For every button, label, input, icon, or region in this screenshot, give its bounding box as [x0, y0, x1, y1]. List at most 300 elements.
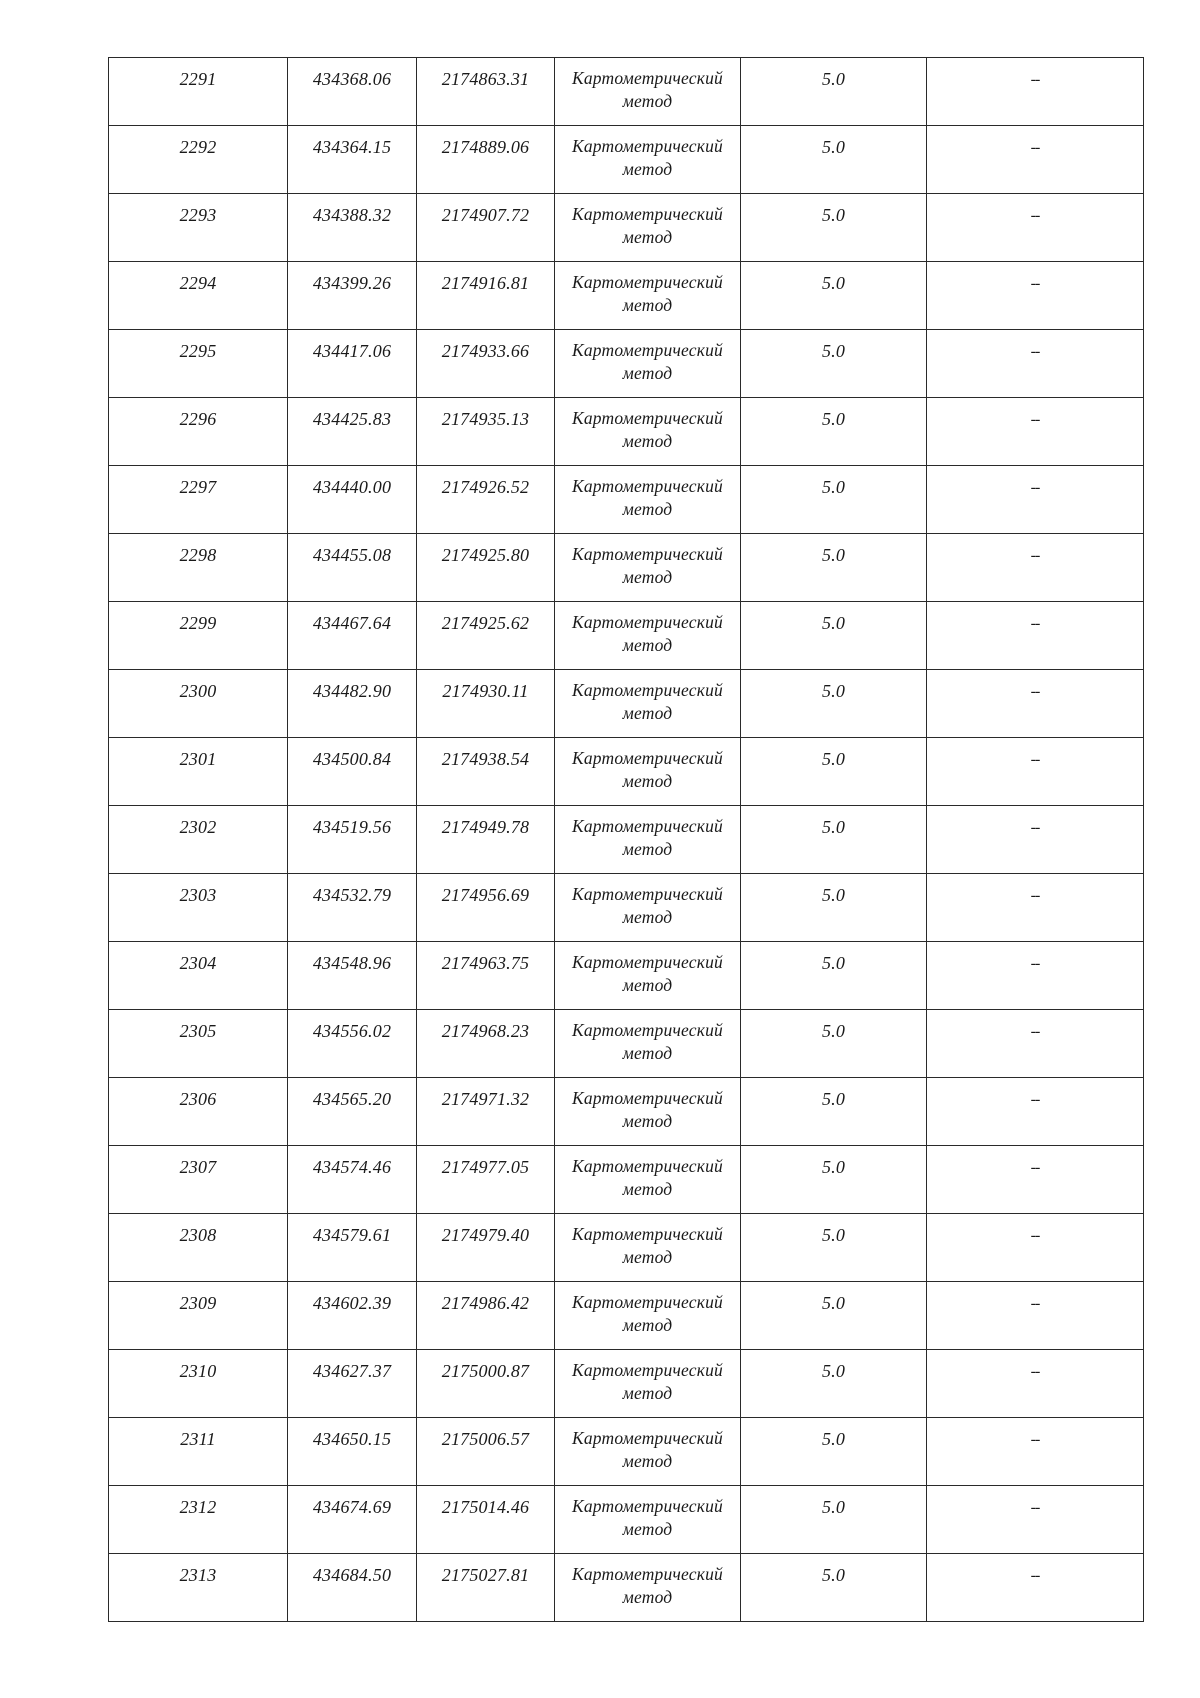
table-row [109, 1350, 1144, 1418]
y-coordinate-cell-text: 2174863.31 [441, 69, 530, 89]
point-number-cell [109, 194, 288, 262]
table-row [109, 1418, 1144, 1486]
method-cell [555, 466, 741, 534]
note-cell [927, 670, 1144, 738]
method-cell-text: Картометрический метод [572, 204, 723, 247]
method-cell-text: Картометрический метод [572, 816, 723, 859]
point-number-cell-text: 2307 [179, 1157, 217, 1177]
method-cell-text: Картометрический метод [572, 612, 723, 655]
table-row [109, 466, 1144, 534]
method-cell [555, 942, 741, 1010]
note-cell [927, 1282, 1144, 1350]
note-cell-text: -- [1030, 1227, 1040, 1244]
point-number-cell [109, 1418, 288, 1486]
accuracy-cell [741, 1010, 927, 1078]
table-row [109, 262, 1144, 330]
method-cell [555, 58, 741, 126]
y-coordinate-cell-text: 2174925.62 [441, 613, 530, 633]
accuracy-cell-text: 5.0 [821, 1497, 846, 1517]
y-coordinate-cell-text: 2174977.05 [441, 1157, 530, 1177]
y-coordinate-cell [417, 1486, 555, 1554]
point-number-cell [109, 58, 288, 126]
x-coordinate-cell-text: 434674.69 [312, 1497, 392, 1517]
note-cell [927, 1078, 1144, 1146]
accuracy-cell-text: 5.0 [821, 1157, 846, 1177]
accuracy-cell-text: 5.0 [821, 1565, 846, 1585]
point-number-cell [109, 602, 288, 670]
x-coordinate-cell [288, 806, 417, 874]
table-row [109, 738, 1144, 806]
accuracy-cell-text: 5.0 [821, 1429, 846, 1449]
method-cell [555, 1214, 741, 1282]
point-number-cell [109, 1554, 288, 1622]
x-coordinate-cell [288, 942, 417, 1010]
point-number-cell [109, 262, 288, 330]
point-number-cell-text: 2293 [179, 205, 217, 225]
point-number-cell [109, 398, 288, 466]
point-number-cell [109, 534, 288, 602]
method-cell-text: Картометрический метод [572, 408, 723, 451]
accuracy-cell-text: 5.0 [821, 749, 846, 769]
accuracy-cell-text: 5.0 [821, 137, 846, 157]
accuracy-cell [741, 874, 927, 942]
point-number-cell [109, 1010, 288, 1078]
x-coordinate-cell [288, 466, 417, 534]
point-number-cell [109, 1078, 288, 1146]
x-coordinate-cell-text: 434467.64 [312, 613, 392, 633]
y-coordinate-cell-text: 2174889.06 [441, 137, 530, 157]
note-cell [927, 330, 1144, 398]
note-cell [927, 1486, 1144, 1554]
table-row [109, 194, 1144, 262]
point-number-cell-text: 2301 [179, 749, 217, 769]
method-cell-text: Картометрический метод [572, 1428, 723, 1471]
point-number-cell-text: 2311 [180, 1429, 216, 1449]
y-coordinate-cell [417, 1554, 555, 1622]
table-row [109, 874, 1144, 942]
y-coordinate-cell-text: 2174949.78 [441, 817, 530, 837]
y-coordinate-cell [417, 1418, 555, 1486]
x-coordinate-cell-text: 434574.46 [312, 1157, 392, 1177]
accuracy-cell [741, 670, 927, 738]
y-coordinate-cell [417, 1350, 555, 1418]
y-coordinate-cell-text: 2175000.87 [441, 1361, 530, 1381]
y-coordinate-cell-text: 2174963.75 [441, 953, 530, 973]
table-row [109, 1214, 1144, 1282]
method-cell [555, 126, 741, 194]
note-cell-text: -- [1030, 343, 1040, 360]
note-cell [927, 738, 1144, 806]
note-cell [927, 1554, 1144, 1622]
point-number-cell-text: 2300 [179, 681, 217, 701]
method-cell [555, 806, 741, 874]
table-row [109, 58, 1144, 126]
accuracy-cell [741, 398, 927, 466]
point-number-cell [109, 466, 288, 534]
y-coordinate-cell-text: 2174986.42 [441, 1293, 530, 1313]
y-coordinate-cell [417, 1078, 555, 1146]
y-coordinate-cell [417, 1010, 555, 1078]
point-number-cell [109, 738, 288, 806]
method-cell-text: Картометрический метод [572, 544, 723, 587]
table-row [109, 126, 1144, 194]
method-cell [555, 1282, 741, 1350]
accuracy-cell-text: 5.0 [821, 273, 846, 293]
note-cell-text: -- [1030, 1499, 1040, 1516]
x-coordinate-cell [288, 670, 417, 738]
note-cell-text: -- [1030, 479, 1040, 496]
note-cell [927, 1010, 1144, 1078]
y-coordinate-cell-text: 2174933.66 [441, 341, 530, 361]
point-number-cell [109, 670, 288, 738]
method-cell [555, 330, 741, 398]
method-cell-text: Картометрический метод [572, 136, 723, 179]
method-cell [555, 1554, 741, 1622]
y-coordinate-cell [417, 738, 555, 806]
method-cell [555, 602, 741, 670]
table-row [109, 330, 1144, 398]
y-coordinate-cell-text: 2175014.46 [441, 1497, 530, 1517]
method-cell [555, 670, 741, 738]
point-number-cell-text: 2298 [179, 545, 217, 565]
x-coordinate-cell-text: 434482.90 [312, 681, 392, 701]
method-cell [555, 194, 741, 262]
method-cell-text: Картометрический метод [572, 1156, 723, 1199]
y-coordinate-cell-text: 2175006.57 [441, 1429, 530, 1449]
accuracy-cell [741, 466, 927, 534]
x-coordinate-cell-text: 434579.61 [312, 1225, 392, 1245]
table-row [109, 1146, 1144, 1214]
accuracy-cell [741, 1078, 927, 1146]
method-cell [555, 1350, 741, 1418]
y-coordinate-cell-text: 2174925.80 [441, 545, 530, 565]
method-cell-text: Картометрический метод [572, 272, 723, 315]
x-coordinate-cell-text: 434440.00 [312, 477, 392, 497]
method-cell [555, 874, 741, 942]
method-cell-text: Картометрический метод [572, 680, 723, 723]
y-coordinate-cell-text: 2174907.72 [441, 205, 530, 225]
point-number-cell [109, 874, 288, 942]
point-number-cell [109, 1282, 288, 1350]
y-coordinate-cell [417, 942, 555, 1010]
point-number-cell-text: 2296 [179, 409, 217, 429]
note-cell [927, 534, 1144, 602]
point-number-cell-text: 2303 [179, 885, 217, 905]
accuracy-cell-text: 5.0 [821, 1293, 846, 1313]
point-number-cell [109, 942, 288, 1010]
note-cell-text: -- [1030, 275, 1040, 292]
point-number-cell [109, 1350, 288, 1418]
table-row [109, 670, 1144, 738]
x-coordinate-cell [288, 58, 417, 126]
x-coordinate-cell [288, 602, 417, 670]
accuracy-cell-text: 5.0 [821, 409, 846, 429]
x-coordinate-cell [288, 874, 417, 942]
point-number-cell [109, 1486, 288, 1554]
y-coordinate-cell [417, 1282, 555, 1350]
point-number-cell [109, 1214, 288, 1282]
y-coordinate-cell [417, 806, 555, 874]
coordinates-table [108, 57, 1144, 1622]
table-row [109, 942, 1144, 1010]
x-coordinate-cell [288, 126, 417, 194]
x-coordinate-cell-text: 434565.20 [312, 1089, 392, 1109]
method-cell [555, 1146, 741, 1214]
accuracy-cell-text: 5.0 [821, 681, 846, 701]
x-coordinate-cell-text: 434388.32 [312, 205, 392, 225]
point-number-cell-text: 2295 [179, 341, 217, 361]
point-number-cell-text: 2309 [179, 1293, 217, 1313]
method-cell-text: Картометрический метод [572, 1020, 723, 1063]
point-number-cell [109, 330, 288, 398]
point-number-cell-text: 2299 [179, 613, 217, 633]
note-cell [927, 942, 1144, 1010]
x-coordinate-cell-text: 434556.02 [312, 1021, 392, 1041]
x-coordinate-cell-text: 434455.08 [312, 545, 392, 565]
note-cell-text: -- [1030, 1091, 1040, 1108]
x-coordinate-cell-text: 434548.96 [312, 953, 392, 973]
y-coordinate-cell [417, 874, 555, 942]
accuracy-cell [741, 1554, 927, 1622]
method-cell-text: Картометрический метод [572, 1564, 723, 1607]
x-coordinate-cell [288, 1486, 417, 1554]
accuracy-cell-text: 5.0 [821, 885, 846, 905]
note-cell-text: -- [1030, 1363, 1040, 1380]
method-cell [555, 1418, 741, 1486]
method-cell-text: Картометрический метод [572, 748, 723, 791]
note-cell [927, 126, 1144, 194]
note-cell [927, 602, 1144, 670]
point-number-cell-text: 2312 [179, 1497, 217, 1517]
method-cell [555, 534, 741, 602]
point-number-cell [109, 126, 288, 194]
note-cell-text: -- [1030, 955, 1040, 972]
method-cell-text: Картометрический метод [572, 68, 723, 111]
x-coordinate-cell [288, 1282, 417, 1350]
x-coordinate-cell [288, 534, 417, 602]
x-coordinate-cell [288, 738, 417, 806]
method-cell [555, 1078, 741, 1146]
x-coordinate-cell-text: 434417.06 [312, 341, 392, 361]
accuracy-cell-text: 5.0 [821, 953, 846, 973]
x-coordinate-cell [288, 1146, 417, 1214]
accuracy-cell [741, 1418, 927, 1486]
accuracy-cell-text: 5.0 [821, 1021, 846, 1041]
method-cell-text: Картометрический метод [572, 1360, 723, 1403]
accuracy-cell [741, 602, 927, 670]
table-row [109, 806, 1144, 874]
x-coordinate-cell-text: 434425.83 [312, 409, 392, 429]
accuracy-cell [741, 58, 927, 126]
note-cell-text: -- [1030, 207, 1040, 224]
y-coordinate-cell [417, 262, 555, 330]
x-coordinate-cell [288, 194, 417, 262]
accuracy-cell [741, 1486, 927, 1554]
method-cell-text: Картометрический метод [572, 1224, 723, 1267]
x-coordinate-cell-text: 434399.26 [312, 273, 392, 293]
table-row [109, 1282, 1144, 1350]
note-cell-text: -- [1030, 411, 1040, 428]
y-coordinate-cell [417, 602, 555, 670]
x-coordinate-cell [288, 1078, 417, 1146]
note-cell-text: -- [1030, 1295, 1040, 1312]
y-coordinate-cell [417, 194, 555, 262]
y-coordinate-cell-text: 2174968.23 [441, 1021, 530, 1041]
note-cell [927, 1214, 1144, 1282]
accuracy-cell-text: 5.0 [821, 1225, 846, 1245]
accuracy-cell [741, 534, 927, 602]
accuracy-cell-text: 5.0 [821, 205, 846, 225]
method-cell-text: Картометрический метод [572, 1496, 723, 1539]
y-coordinate-cell-text: 2174926.52 [441, 477, 530, 497]
accuracy-cell [741, 262, 927, 330]
point-number-cell-text: 2302 [179, 817, 217, 837]
point-number-cell-text: 2310 [179, 1361, 217, 1381]
method-cell-text: Картометрический метод [572, 884, 723, 927]
x-coordinate-cell [288, 398, 417, 466]
note-cell-text: -- [1030, 683, 1040, 700]
table-row [109, 1078, 1144, 1146]
point-number-cell-text: 2297 [179, 477, 217, 497]
method-cell-text: Картометрический метод [572, 340, 723, 383]
y-coordinate-cell-text: 2174971.32 [441, 1089, 530, 1109]
note-cell-text: -- [1030, 547, 1040, 564]
x-coordinate-cell [288, 1350, 417, 1418]
y-coordinate-cell [417, 126, 555, 194]
note-cell [927, 1418, 1144, 1486]
note-cell [927, 58, 1144, 126]
note-cell-text: -- [1030, 1023, 1040, 1040]
note-cell [927, 466, 1144, 534]
accuracy-cell [741, 1350, 927, 1418]
accuracy-cell [741, 330, 927, 398]
accuracy-cell [741, 1214, 927, 1282]
accuracy-cell [741, 126, 927, 194]
table-row [109, 1486, 1144, 1554]
note-cell-text: -- [1030, 139, 1040, 156]
method-cell [555, 262, 741, 330]
accuracy-cell-text: 5.0 [821, 1361, 846, 1381]
x-coordinate-cell-text: 434684.50 [312, 1565, 392, 1585]
y-coordinate-cell-text: 2174916.81 [441, 273, 530, 293]
note-cell-text: -- [1030, 71, 1040, 88]
x-coordinate-cell-text: 434532.79 [312, 885, 392, 905]
point-number-cell-text: 2291 [179, 69, 217, 89]
point-number-cell-text: 2304 [179, 953, 217, 973]
method-cell-text: Картометрический метод [572, 1088, 723, 1131]
method-cell-text: Картометрический метод [572, 476, 723, 519]
y-coordinate-cell-text: 2174930.11 [442, 681, 529, 701]
point-number-cell-text: 2306 [179, 1089, 217, 1109]
accuracy-cell [741, 1146, 927, 1214]
note-cell-text: -- [1030, 819, 1040, 836]
y-coordinate-cell [417, 330, 555, 398]
note-cell-text: -- [1030, 887, 1040, 904]
note-cell-text: -- [1030, 615, 1040, 632]
method-cell [555, 738, 741, 806]
note-cell [927, 806, 1144, 874]
x-coordinate-cell [288, 262, 417, 330]
note-cell [927, 1146, 1144, 1214]
accuracy-cell-text: 5.0 [821, 69, 846, 89]
x-coordinate-cell-text: 434364.15 [312, 137, 392, 157]
x-coordinate-cell [288, 330, 417, 398]
y-coordinate-cell [417, 58, 555, 126]
accuracy-cell [741, 942, 927, 1010]
y-coordinate-cell-text: 2174935.13 [441, 409, 530, 429]
table-row [109, 398, 1144, 466]
point-number-cell-text: 2292 [179, 137, 217, 157]
y-coordinate-cell [417, 534, 555, 602]
method-cell [555, 1010, 741, 1078]
method-cell-text: Картометрический метод [572, 1292, 723, 1335]
y-coordinate-cell [417, 1214, 555, 1282]
x-coordinate-cell-text: 434519.56 [312, 817, 392, 837]
y-coordinate-cell [417, 670, 555, 738]
table-row [109, 534, 1144, 602]
note-cell-text: -- [1030, 1159, 1040, 1176]
x-coordinate-cell [288, 1010, 417, 1078]
note-cell [927, 874, 1144, 942]
table-row [109, 1554, 1144, 1622]
note-cell [927, 1350, 1144, 1418]
y-coordinate-cell-text: 2175027.81 [441, 1565, 530, 1585]
accuracy-cell-text: 5.0 [821, 817, 846, 837]
accuracy-cell [741, 194, 927, 262]
accuracy-cell-text: 5.0 [821, 477, 846, 497]
method-cell [555, 1486, 741, 1554]
y-coordinate-cell-text: 2174938.54 [441, 749, 530, 769]
accuracy-cell-text: 5.0 [821, 545, 846, 565]
x-coordinate-cell [288, 1418, 417, 1486]
point-number-cell-text: 2313 [179, 1565, 217, 1585]
x-coordinate-cell [288, 1554, 417, 1622]
x-coordinate-cell [288, 1214, 417, 1282]
point-number-cell-text: 2294 [179, 273, 217, 293]
method-cell [555, 398, 741, 466]
note-cell [927, 262, 1144, 330]
y-coordinate-cell-text: 2174956.69 [441, 885, 530, 905]
x-coordinate-cell-text: 434602.39 [312, 1293, 392, 1313]
point-number-cell-text: 2308 [179, 1225, 217, 1245]
x-coordinate-cell-text: 434368.06 [312, 69, 392, 89]
table-row [109, 602, 1144, 670]
note-cell-text: -- [1030, 751, 1040, 768]
accuracy-cell-text: 5.0 [821, 613, 846, 633]
point-number-cell [109, 1146, 288, 1214]
note-cell [927, 398, 1144, 466]
method-cell-text: Картометрический метод [572, 952, 723, 995]
x-coordinate-cell-text: 434500.84 [312, 749, 392, 769]
accuracy-cell [741, 806, 927, 874]
accuracy-cell-text: 5.0 [821, 1089, 846, 1109]
note-cell-text: -- [1030, 1431, 1040, 1448]
point-number-cell [109, 806, 288, 874]
table-row [109, 1010, 1144, 1078]
y-coordinate-cell-text: 2174979.40 [441, 1225, 530, 1245]
x-coordinate-cell-text: 434627.37 [312, 1361, 392, 1381]
note-cell-text: -- [1030, 1567, 1040, 1584]
y-coordinate-cell [417, 466, 555, 534]
x-coordinate-cell-text: 434650.15 [312, 1429, 392, 1449]
y-coordinate-cell [417, 1146, 555, 1214]
accuracy-cell [741, 738, 927, 806]
accuracy-cell-text: 5.0 [821, 341, 846, 361]
coordinates-table-body [109, 58, 1144, 1622]
note-cell [927, 194, 1144, 262]
y-coordinate-cell [417, 398, 555, 466]
accuracy-cell [741, 1282, 927, 1350]
